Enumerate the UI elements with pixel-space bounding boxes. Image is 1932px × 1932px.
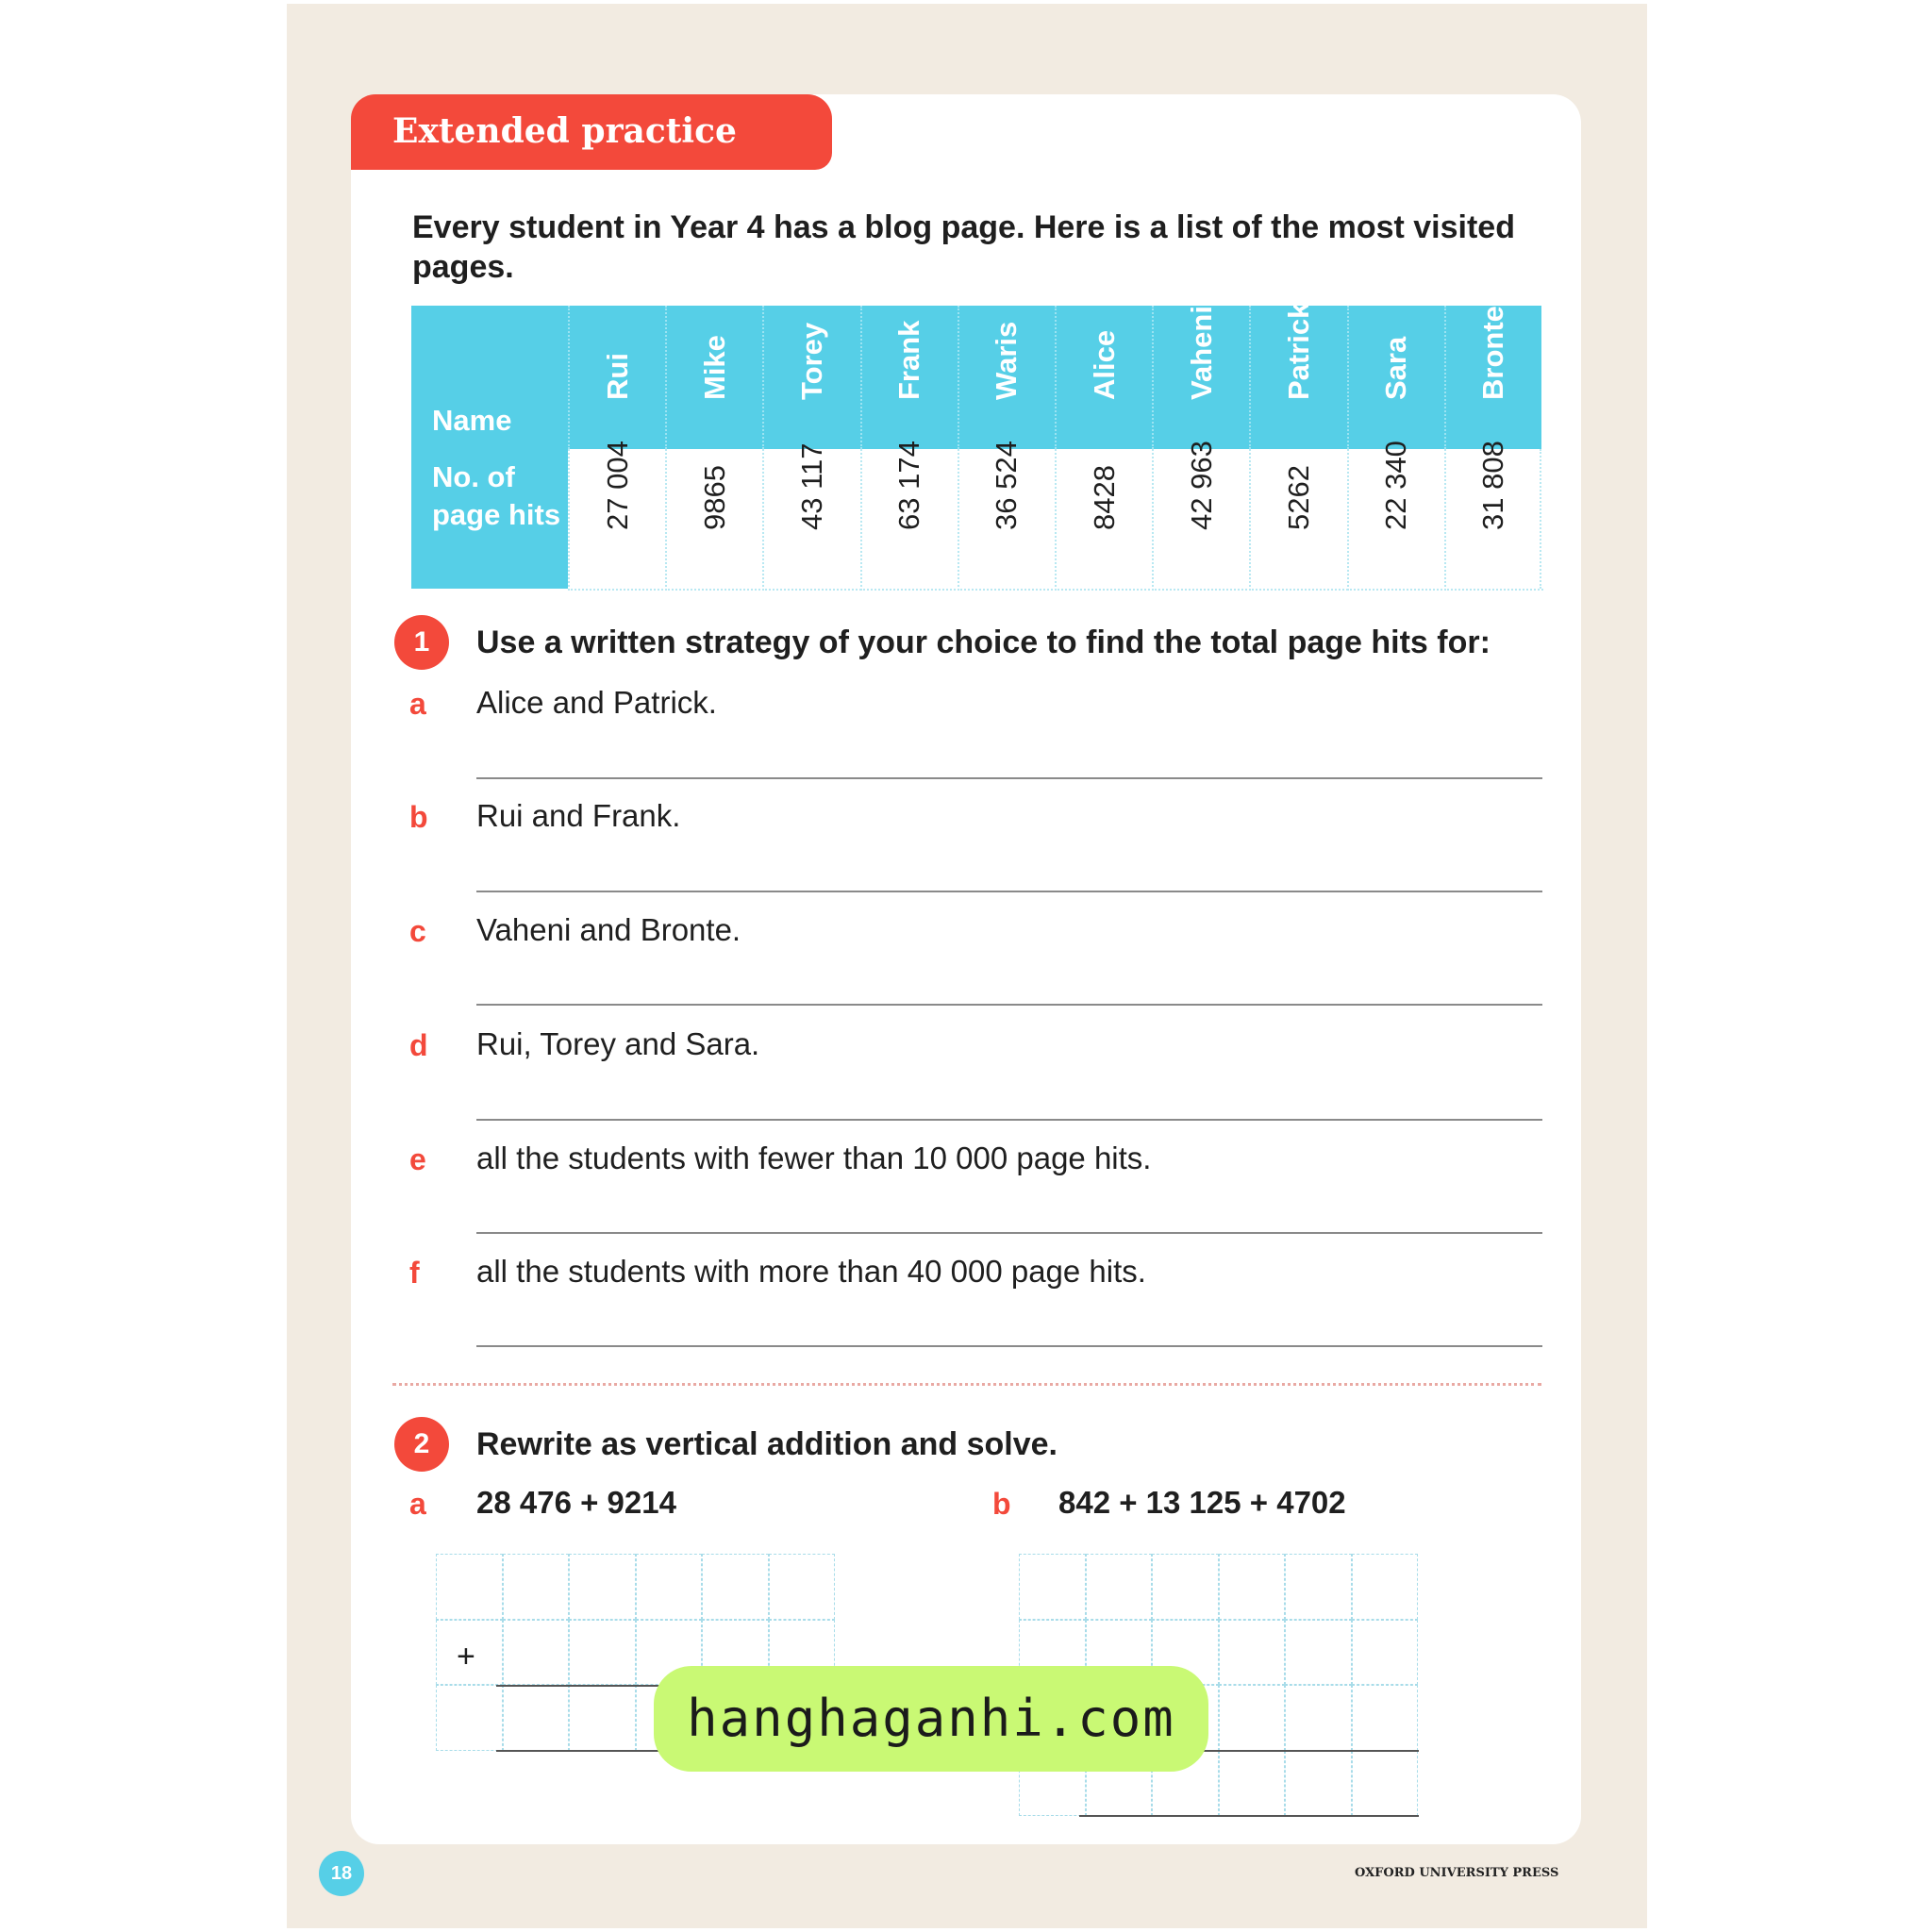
grid-cell[interactable] [503, 1554, 570, 1620]
grid-cell[interactable] [1285, 1620, 1352, 1686]
section-title: Extended practice [392, 111, 737, 151]
q2-part-b-text: 842 + 13 125 + 4702 [1058, 1485, 1346, 1520]
q1-part-d-answer-line[interactable] [476, 1119, 1542, 1121]
grid-cell[interactable] [503, 1685, 570, 1751]
question-2-text: Rewrite as vertical addition and solve. [476, 1426, 1058, 1462]
grid-cell[interactable] [1086, 1554, 1153, 1620]
q1-part-b-letter: b [409, 800, 428, 834]
page-hits-value: 63 174 [892, 441, 926, 530]
q1-part-a-text: Alice and Patrick. [476, 685, 717, 720]
student-name-cell [762, 306, 861, 449]
plus-sign: + [457, 1639, 475, 1674]
student-name: Rui [600, 353, 634, 400]
page-hits-value: 5262 [1281, 465, 1315, 530]
intro-text: Every student in Year 4 has a blog page. Here is a list of the most visited pages. [412, 209, 1515, 285]
grid-cell[interactable] [1219, 1685, 1286, 1751]
question-2-number: 2 [394, 1417, 449, 1472]
q1-part-b-answer-line[interactable] [476, 891, 1542, 892]
grid-cell[interactable] [436, 1554, 503, 1620]
page-hits-value: 22 340 [1379, 441, 1413, 530]
grid-cell[interactable] [1219, 1751, 1286, 1817]
page-hits-cell [762, 442, 861, 591]
page-hits-cell [568, 441, 667, 591]
page-hits-value: 27 004 [600, 441, 634, 530]
student-name: Patrick [1281, 302, 1315, 400]
grid-cell[interactable] [569, 1554, 636, 1620]
student-name: Frank [892, 320, 926, 400]
table-right-border [1540, 449, 1541, 589]
q1-part-c-text: Vaheni and Bronte. [476, 912, 741, 947]
grid-cell[interactable] [702, 1554, 769, 1620]
student-name-cell [1347, 306, 1446, 449]
student-name: Sara [1379, 336, 1413, 400]
page-hits-table [411, 302, 1541, 589]
sum-line [1079, 1815, 1419, 1817]
q1-part-f-letter: f [409, 1256, 420, 1290]
student-name-cell [665, 306, 764, 449]
q1-part-c-answer-line[interactable] [476, 1004, 1542, 1006]
q1-part-e-answer-line[interactable] [476, 1232, 1542, 1234]
page-hits-cell [665, 449, 764, 591]
student-name: Torey [794, 322, 828, 400]
q1-part-d-letter: d [409, 1028, 428, 1062]
section-divider [392, 1383, 1541, 1386]
student-name-cell [1249, 302, 1348, 449]
student-name: Bronte [1476, 306, 1510, 400]
grid-cell[interactable] [569, 1685, 636, 1751]
grid-cell[interactable] [1352, 1751, 1419, 1817]
q2-part-a-text: 28 476 + 9214 [476, 1485, 676, 1520]
page-hits-cell [860, 441, 959, 591]
grid-cell[interactable] [569, 1620, 636, 1686]
question-1-text: Use a written strategy of your choice to find the total page hits for: [476, 625, 1491, 660]
q1-part-c-letter: c [409, 914, 426, 948]
student-name-cell [1444, 306, 1543, 449]
hits-row-label [411, 449, 568, 589]
student-name: Alice [1087, 329, 1121, 400]
student-name: Vaheni [1184, 306, 1218, 400]
grid-cell[interactable] [1152, 1554, 1219, 1620]
page-hits-value: 31 808 [1476, 441, 1510, 530]
grid-cell[interactable] [1352, 1620, 1419, 1686]
page-hits-cell [1444, 441, 1543, 591]
page-hits-value: 36 524 [990, 441, 1024, 530]
student-name-cell [1152, 306, 1251, 449]
student-name-cell [958, 306, 1057, 449]
student-name-cell [1055, 306, 1154, 449]
page-hits-value: 9865 [697, 465, 731, 530]
q1-part-e-text: all the students with fewer than 10 000 page hits. [476, 1141, 1152, 1175]
q1-part-b-text: Rui and Frank. [476, 798, 681, 833]
watermark-badge: hanghaganhi.com [654, 1666, 1208, 1772]
grid-cell[interactable] [769, 1554, 836, 1620]
q1-part-a-answer-line[interactable] [476, 777, 1542, 779]
grid-cell[interactable] [503, 1620, 570, 1686]
grid-cell[interactable] [1285, 1554, 1352, 1620]
grid-cell[interactable] [1019, 1554, 1086, 1620]
page-hits-value: 43 117 [794, 442, 828, 530]
page-hits-value: 42 963 [1184, 441, 1218, 530]
hits-label-text: No. of page hits [432, 460, 561, 531]
grid-cell[interactable] [1352, 1685, 1419, 1751]
q1-part-f-text: all the students with more than 40 000 page hits. [476, 1254, 1146, 1289]
q2-part-a-letter: a [409, 1487, 426, 1521]
page-hits-cell [1152, 441, 1251, 591]
grid-cell[interactable] [1285, 1751, 1352, 1817]
q2-part-b-letter: b [992, 1487, 1011, 1521]
student-name-cell [568, 306, 667, 449]
grid-cell[interactable] [1219, 1554, 1286, 1620]
publisher-name: OXFORD UNIVERSITY PRESS [1355, 1866, 1559, 1880]
grid-cell[interactable] [1219, 1620, 1286, 1686]
student-name: Mike [697, 335, 731, 400]
name-row-label [411, 306, 568, 449]
grid-cell[interactable] [636, 1554, 703, 1620]
page-hits-cell [1249, 449, 1348, 591]
q1-part-e-letter: e [409, 1142, 426, 1176]
student-name-cell [860, 306, 959, 449]
name-label-text: Name [432, 404, 512, 437]
page-number: 18 [319, 1851, 364, 1896]
q1-part-f-answer-line[interactable] [476, 1345, 1542, 1347]
student-name: Waris [990, 321, 1024, 400]
page-hits-cell [1055, 449, 1154, 591]
page-hits-cell [958, 441, 1057, 591]
question-1-number: 1 [394, 615, 449, 670]
page-hits-cell [1347, 441, 1446, 591]
grid-cell[interactable] [1352, 1554, 1419, 1620]
grid-cell[interactable] [436, 1685, 503, 1751]
page-hits-value: 8428 [1087, 465, 1121, 530]
q1-part-d-text: Rui, Torey and Sara. [476, 1026, 760, 1061]
q1-part-a-letter: a [409, 687, 426, 721]
grid-cell[interactable] [1285, 1685, 1352, 1751]
